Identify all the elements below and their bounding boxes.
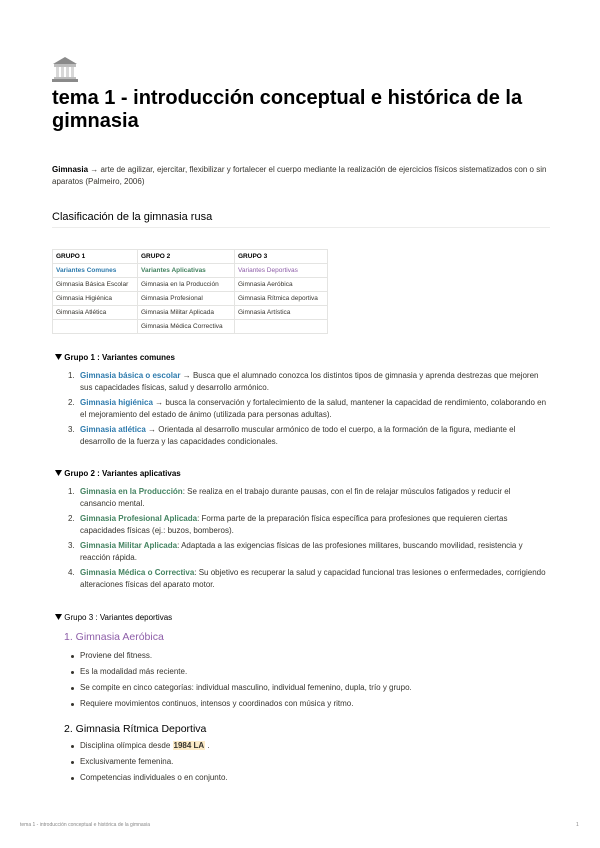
list-text: : Forma parte de la preparación física específica para profesiones que requieren ciertas capacidades físicas (ej.: buzos, bomberos).: [80, 514, 508, 535]
triangle-down-icon: [55, 470, 62, 476]
table-cell: Gimnasia Rítmica deportiva: [235, 292, 328, 306]
list-number: 1.: [68, 487, 75, 496]
classical-building-icon: [52, 55, 78, 83]
group1-list: [68, 370, 548, 447]
table-cell: Gimnasia Médica Correctiva: [138, 320, 235, 334]
list-item: [68, 486, 548, 509]
ritmica-list: [68, 740, 548, 784]
list-term: Gimnasia Médica o Correctiva: [80, 568, 195, 577]
table-cell: Gimnasia en la Producción: [138, 278, 235, 292]
list-number: 2.: [68, 398, 75, 407]
table-row: [53, 292, 328, 306]
list-text: : Se realiza en el trabajo durante pausas, con el fin de relajar músculos fatigados y reducir el cansancio mental.: [80, 487, 511, 508]
list-term: Gimnasia higiénica: [80, 398, 153, 407]
list-number: 3.: [68, 425, 75, 434]
triangle-down-icon: [55, 354, 62, 360]
list-text: : Su objetivo es recuperar la salud y capacidad funcional tras lesiones o enfermedades, corrigiendo alteraciones físicas del aparato motor.: [80, 568, 546, 589]
list-item: [68, 397, 548, 420]
group1-toggle[interactable]: [55, 353, 175, 362]
table-row: [53, 306, 328, 320]
table-cell: Variantes Aplicativas: [138, 264, 235, 278]
list-item: [68, 424, 548, 447]
table-cell: Gimnasia Profesional: [138, 292, 235, 306]
table-cell: Gimnasia Higiénica: [53, 292, 138, 306]
list-item: [68, 370, 548, 393]
table-cell: Gimnasia Básica Escolar: [53, 278, 138, 292]
intro-term: Gimnasia: [52, 165, 89, 174]
page-title: tema 1 - introducción conceptual e histórica de la gimnasia: [52, 87, 523, 132]
group3-toggle-label: Variantes deportivas: [99, 613, 173, 622]
table-header-cell: GRUPO 3: [235, 250, 328, 264]
list-number: 4.: [68, 568, 75, 577]
group3-toggle-prefix: Grupo 3 :: [64, 613, 100, 622]
list-text: : Adaptada a las exigencias físicas de las profesiones militares, buscando movilidad, resistencia y reacción rápida.: [80, 541, 523, 562]
list-text: → Orientada al desarrollo muscular armónico de todo el cuerpo, a la formación de la figura, mediante el desarrollo de la fuerza y las capacidades condicionales.: [80, 425, 516, 446]
group2-toggle-prefix: Grupo 2 :: [64, 469, 103, 478]
table-subheader-row: [53, 264, 328, 278]
list-item: [68, 540, 548, 563]
list-item: Es la modalidad más reciente.: [68, 666, 548, 678]
highlighted-year: 1984 LA: [173, 741, 205, 750]
list-text: → Busca que el alumnado conozca los distintos tipos de gimnasia y aprenda destrezas que mejoren sus capacidades físicas, salud y desarrollo armónico.: [80, 371, 539, 392]
list-term: Gimnasia en la Producción: [80, 487, 183, 496]
group2-toggle[interactable]: [55, 469, 181, 478]
list-term: Gimnasia básica o escolar: [80, 371, 181, 380]
table-header-row: [53, 250, 328, 264]
table-header-cell: GRUPO 2: [138, 250, 235, 264]
list-text: → busca la conservación y fortalecimiento de la salud, mantener la capacidad de rendimiento, colaborando en el mejoramiento del estado de ánimo (utilizada para personas adultas).: [80, 398, 547, 419]
table-cell: Gimnasia Atlética: [53, 306, 138, 320]
group3-toggle[interactable]: [55, 613, 172, 622]
page-footer: tema 1 - introducción conceptual e histórica de la gimnasia: [20, 822, 151, 828]
intro-paragraph: [52, 164, 550, 187]
aerobica-list: [68, 650, 548, 710]
group2-list: [68, 486, 548, 590]
list-number: 1.: [68, 371, 75, 380]
group1-toggle-label: Variantes comunes: [102, 353, 175, 362]
table-row: [53, 320, 328, 334]
table-cell: Gimnasia Artística: [235, 306, 328, 320]
list-item: [68, 740, 548, 752]
subsection-heading-ritmica: 2. Gimnasia Rítmica Deportiva: [64, 723, 207, 735]
list-item: [68, 567, 548, 590]
list-item: Requiere movimientos continuos, intensos y coordinados con música y ritmo.: [68, 698, 548, 710]
list-item: Exclusivamente femenina.: [68, 756, 548, 768]
intro-text: → arte de agilizar, ejercitar, flexibilizar y fortalecer el cuerpo mediante la realización de ejercicios físicos sistematizados con o sin aparatos (Palmeiro, 2006): [52, 165, 547, 186]
list-term: Gimnasia atlética: [80, 425, 146, 434]
section-divider: [52, 227, 550, 228]
list-text: .: [205, 741, 210, 750]
table-row: [53, 278, 328, 292]
table-cell: Gimnasia Militar Aplicada: [138, 306, 235, 320]
table-header-cell: GRUPO 1: [53, 250, 138, 264]
list-item: Competencias individuales o en conjunto.: [68, 772, 548, 784]
list-item: [68, 513, 548, 536]
table-cell: Variantes Deportivas: [235, 264, 328, 278]
page-number: 1: [576, 822, 579, 828]
classification-table: [52, 249, 328, 334]
list-text: Disciplina olímpica desde: [80, 741, 173, 750]
list-term: Gimnasia Militar Aplicada: [80, 541, 178, 550]
table-cell: Gimnasia Aeróbica: [235, 278, 328, 292]
section-heading: Clasificación de la gimnasia rusa: [52, 211, 213, 223]
list-item: Se compite en cinco categorías: individual masculino, individual femenino, dupla, trío y grupo.: [68, 682, 548, 694]
list-number: 3.: [68, 541, 75, 550]
list-term: Gimnasia Profesional Aplicada: [80, 514, 198, 523]
group2-toggle-label: Variantes aplicativas: [102, 469, 181, 478]
table-cell: [53, 320, 138, 334]
list-number: 2.: [68, 514, 75, 523]
table-cell: Variantes Comunes: [53, 264, 138, 278]
table-cell: [235, 320, 328, 334]
group1-toggle-prefix: Grupo 1 :: [64, 353, 103, 362]
subsection-heading-aerobica: 1. Gimnasia Aeróbica: [64, 631, 164, 643]
list-item: Proviene del fitness.: [68, 650, 548, 662]
triangle-down-icon: [55, 614, 62, 620]
